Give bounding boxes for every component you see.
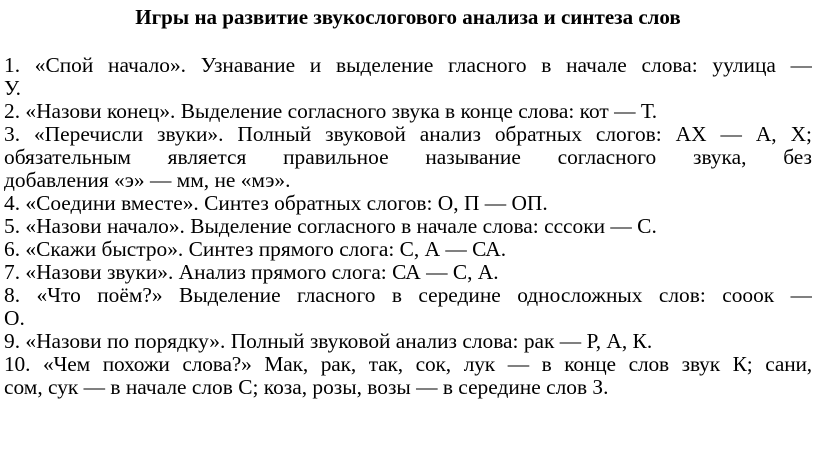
game-3-line-1: 3. «Перечисли звуки». Полный звуковой анализ обратных слогов: АХ — А, Х;	[4, 123, 812, 146]
game-4-line: 4. «Соедини вместе». Синтез обратных слогов: О, П — ОП.	[4, 192, 548, 215]
game-2-line: 2. «Назови конец». Выделение согласного звука в конце слова: кот — Т.	[4, 100, 658, 123]
game-3-line-3: добавления «э» — мм, не «мэ».	[4, 169, 291, 192]
document-title: Игры на развитие звукослогового анализа и синтеза слов	[135, 5, 681, 29]
game-7-line: 7. «Назови звуки». Анализ прямого слога: СА — С, А.	[4, 261, 499, 284]
games-list	[4, 54, 812, 399]
game-5-line: 5. «Назови начало». Выделение согласного в начале слова: сссоки — С.	[4, 215, 657, 238]
game-1-line-2: У.	[4, 77, 22, 100]
game-3-line-2: обязательным является правильное называние согласного звука, без	[4, 146, 812, 169]
game-8-line-1: 8. «Что поём?» Выделение гласного в середине односложных слов: сооок —	[4, 284, 812, 307]
game-9-line: 9. «Назови по порядку». Полный звуковой анализ слова: рак — Р, А, К.	[4, 330, 653, 353]
game-10-line-1: 10. «Чем похожи слова?» Мак, рак, так, сок, лук — в конце слов звук К; сани,	[4, 353, 812, 376]
game-1-line-1: 1. «Спой начало». Узнавание и выделение гласного в начале слова: уулица —	[4, 54, 812, 77]
game-6-line: 6. «Скажи быстро». Синтез прямого слога: С, А — СА.	[4, 238, 507, 261]
game-10-line-2: сом, сук — в начале слов С; коза, розы, возы — в середине слов З.	[4, 376, 609, 399]
game-8-line-2: О.	[4, 307, 25, 330]
